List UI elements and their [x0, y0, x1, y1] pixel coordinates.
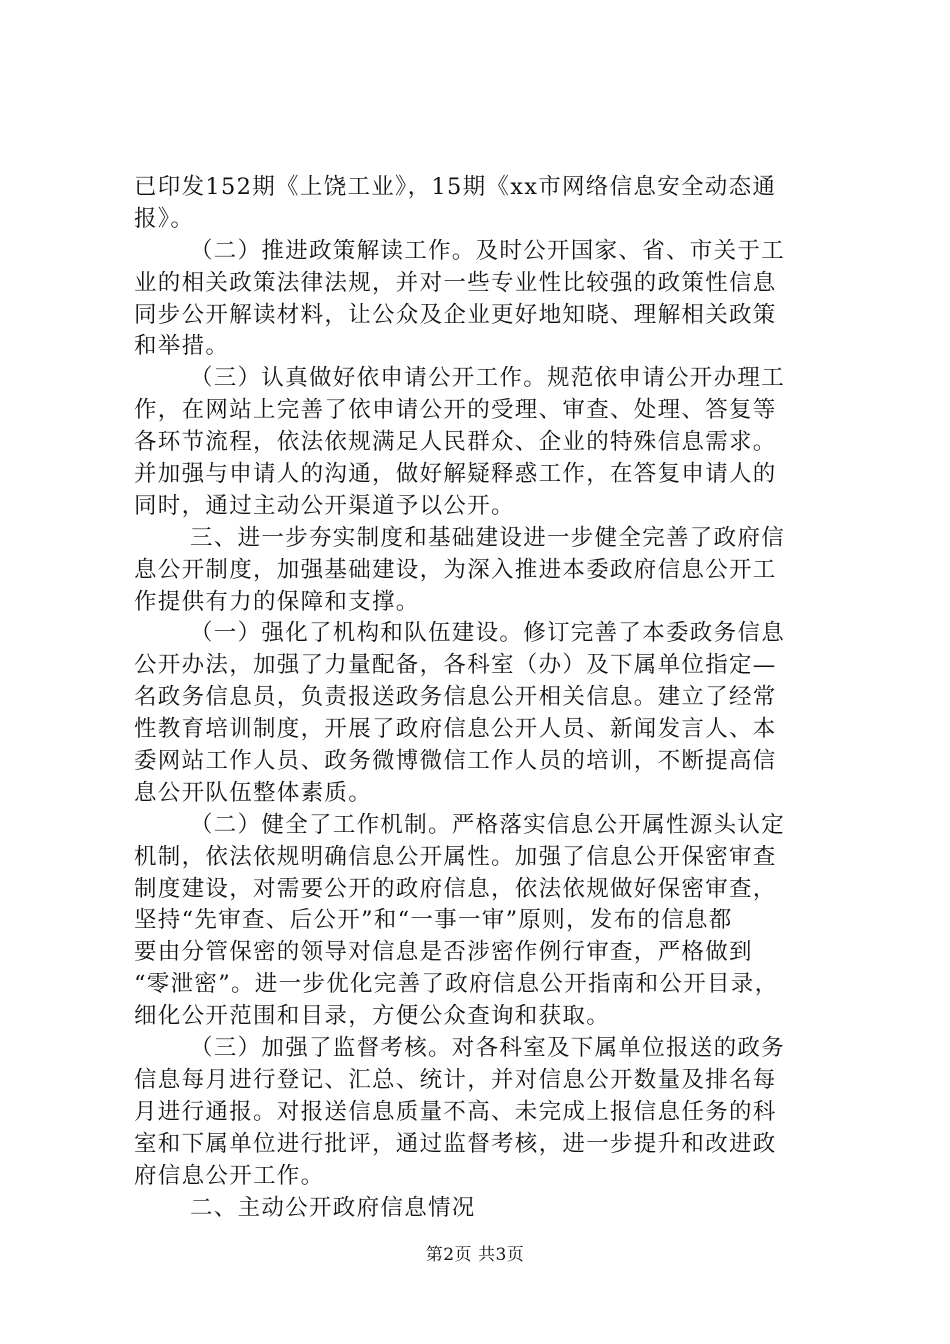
text-line: 并加强与申请人的沟通，做好解疑释惑工作，在答复申请人的 [134, 461, 777, 488]
text-line: 同时，通过主动公开渠道予以公开。 [134, 492, 515, 519]
text-line: 作提供有力的保障和支撑。 [134, 588, 420, 615]
text-line: 业的相关政策法律法规，并对一些专业性比较强的政策性信息 [134, 269, 777, 296]
text-line: 委网站工作人员、政务微博微信工作人员的培训，不断提高信 [134, 748, 777, 775]
text-line: （三）加强了监督考核。对各科室及下属单位报送的政务 [190, 1035, 786, 1062]
page-footer: 第2页 共3页 [425, 1245, 525, 1265]
text-line: 机制，依法依规明确信息公开属性。加强了信息公开保密审查 [134, 843, 777, 870]
text-line: 和举措。 [134, 333, 230, 360]
text-line: 同步公开解读材料，让公众及企业更好地知晓、理解相关政策 [134, 301, 777, 328]
text-line: 息公开队伍整体素质。 [134, 779, 373, 806]
text-line: 性教育培训制度，开展了政府信息公开人员、新闻发言人、本 [134, 716, 777, 743]
text-line: 名政务信息员，负责报送政务信息公开相关信息。建立了经常 [134, 684, 777, 711]
text-line: 细化公开范围和目录，方便公众查询和获取。 [134, 1003, 611, 1030]
text-line: 府信息公开工作。 [134, 1162, 325, 1189]
text-line: 室和下属单位进行批评，通过监督考核，进一步提升和改进政 [134, 1130, 777, 1157]
text-line: 坚持“先审查、后公开”和“一事一审”原则，发布的信息都 [134, 907, 733, 934]
text-line: 已印发152期《上饶工业》，15期《xx市网络信息安全动态通 [134, 174, 777, 200]
text-line: 要由分管保密的领导对信息是否涉密作例行审查，严格做到 [134, 939, 753, 966]
text-line: 各环节流程，依法依规满足人民群众、企业的特殊信息需求。 [134, 429, 777, 456]
text-line: 作，在网站上完善了依申请公开的受理、审查、处理、答复等 [134, 397, 777, 424]
text-line: （二）推进政策解读工作。及时公开国家、省、市关于工 [190, 237, 786, 264]
text-line: 二、主动公开政府信息情况 [190, 1194, 476, 1221]
text-line: 月进行通报。对报送信息质量不高、未完成上报信息任务的科 [134, 1098, 777, 1125]
document-body [134, 172, 834, 1224]
text-line: （三）认真做好依申请公开工作。规范依申请公开办理工 [190, 365, 786, 392]
text-line: （二）健全了工作机制。严格落实信息公开属性源头认定 [190, 811, 786, 838]
text-line: “零泄密”。进一步优化完善了政府信息公开指南和公开目录， [134, 971, 779, 998]
text-line: 信息每月进行登记、汇总、统计，并对信息公开数量及排名每 [134, 1066, 777, 1093]
text-line: 报》。 [134, 205, 195, 232]
text-line: 息公开制度，加强基础建设，为深入推进本委政府信息公开工 [134, 556, 777, 583]
text-line: 制度建设，对需要公开的政府信息，依法依规做好保密审查， [134, 875, 777, 902]
text-line: 公开办法，加强了力量配备，各科室（办）及下属单位指定— [134, 652, 777, 679]
text-line: 三、进一步夯实制度和基础建设进一步健全完善了政府信 [190, 524, 786, 551]
text-line: （一）强化了机构和队伍建设。修订完善了本委政务信息 [190, 620, 786, 647]
